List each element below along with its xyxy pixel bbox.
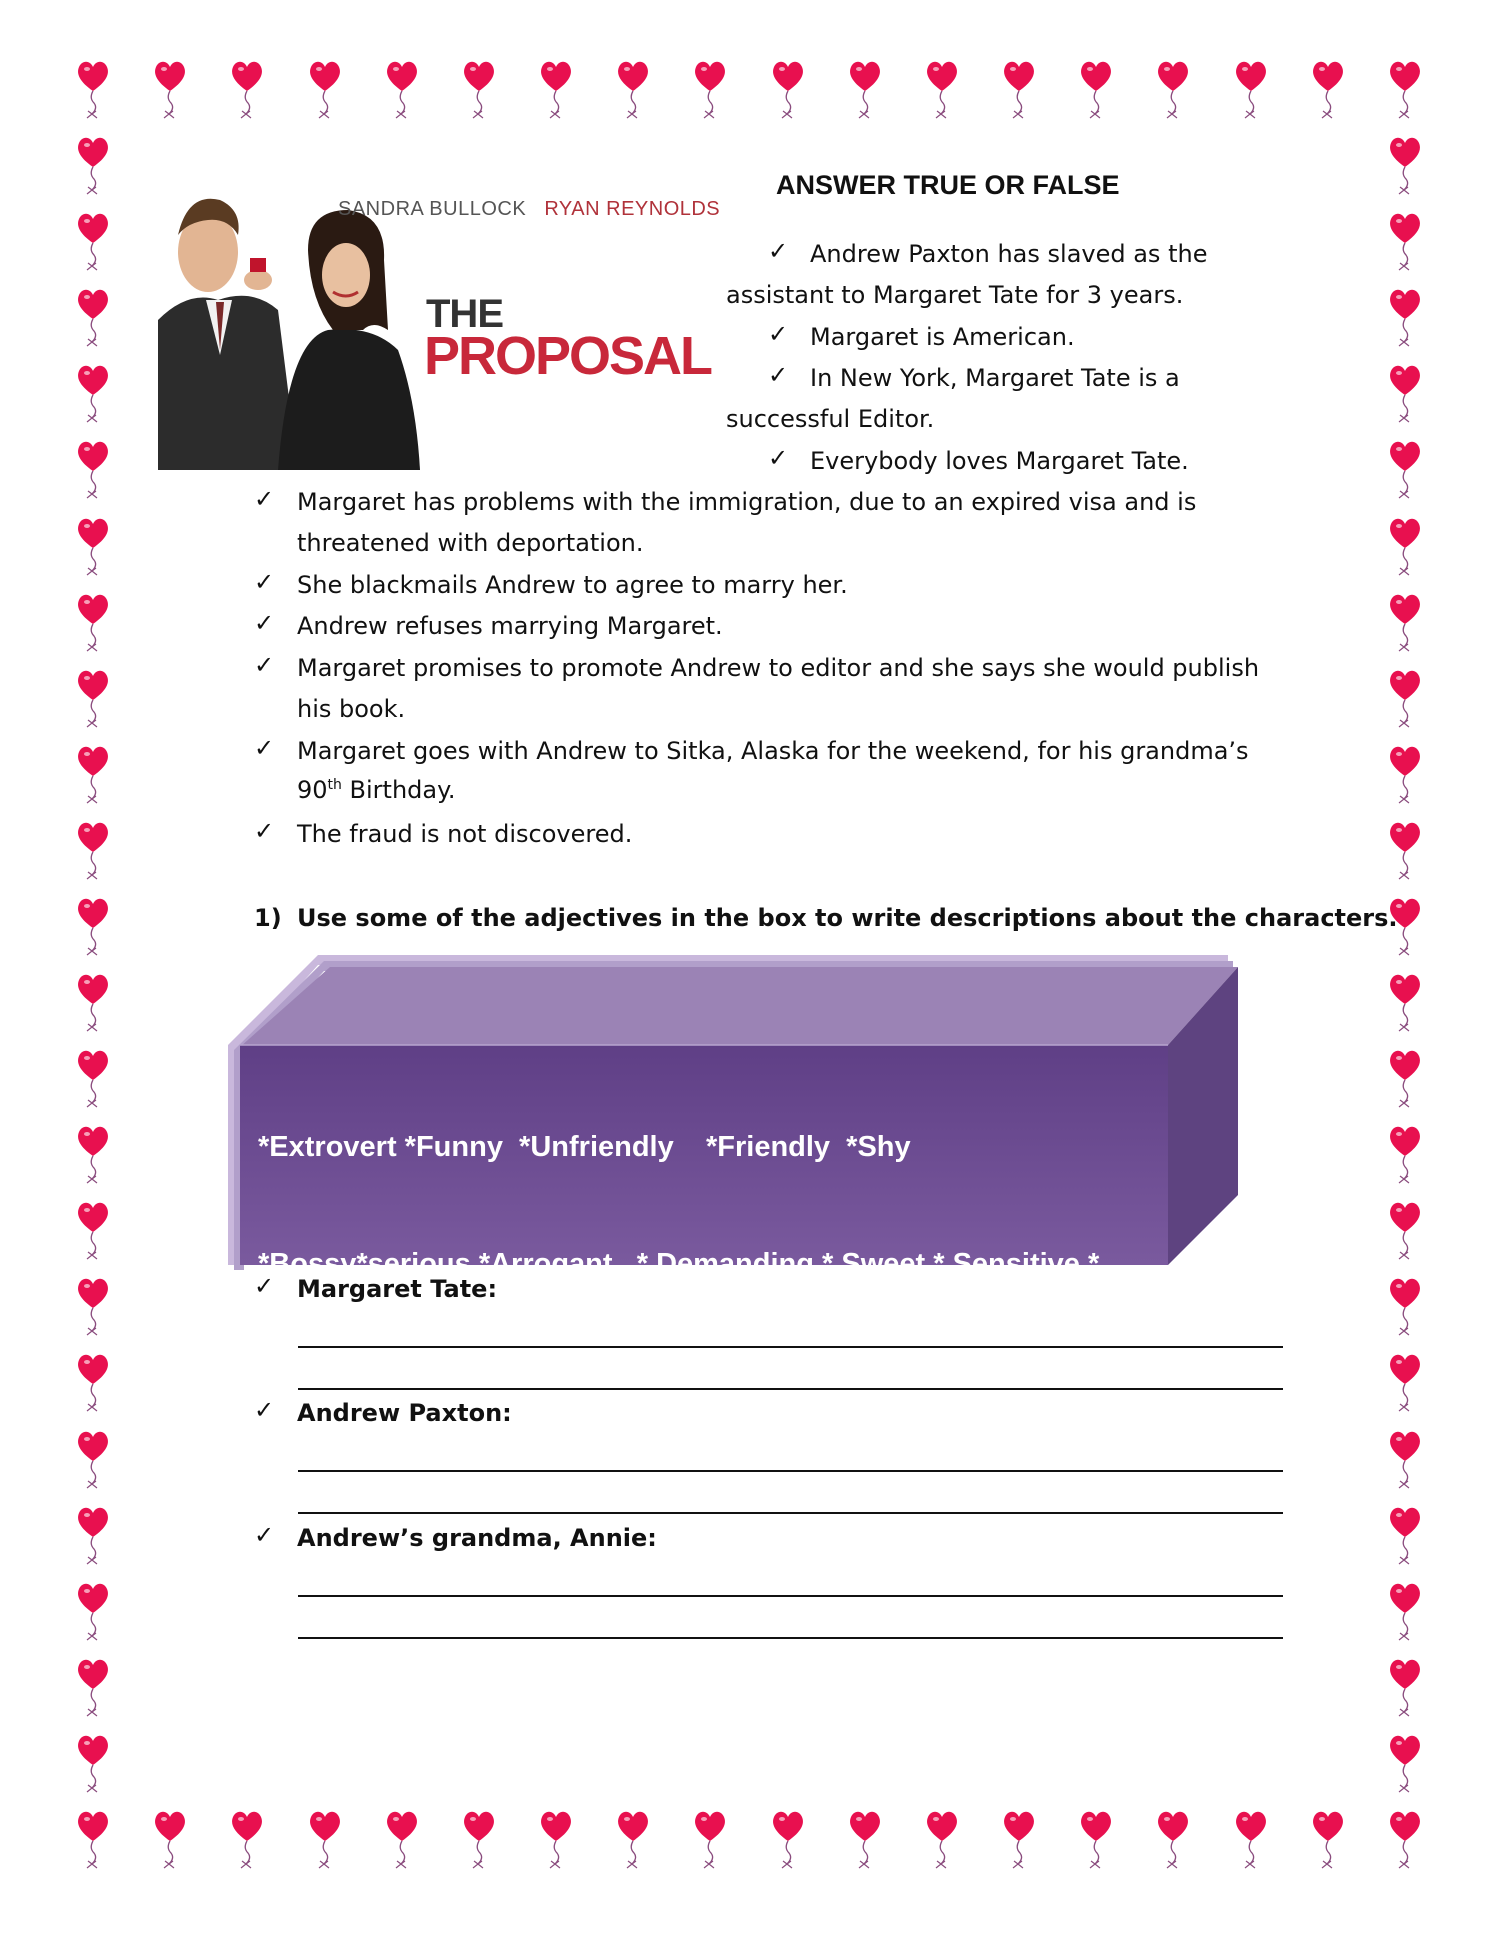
heart-balloon-icon (1234, 1808, 1268, 1872)
check-icon: ✓ (768, 361, 789, 389)
poster-title-the: THE (426, 292, 503, 336)
heart-balloon-icon (76, 971, 110, 1035)
heart-balloon-icon (1388, 1808, 1422, 1872)
heart-balloon-icon (1388, 1275, 1422, 1339)
heart-balloon-icon (1388, 210, 1422, 274)
answer-line[interactable] (298, 1512, 1283, 1514)
heart-balloon-icon (385, 1808, 419, 1872)
tf-item-10: The fraud is not discovered. (297, 820, 633, 848)
heart-balloon-icon (1388, 971, 1422, 1035)
heart-balloon-icon (385, 58, 419, 122)
heart-balloon-icon (76, 362, 110, 426)
check-icon: ✓ (254, 651, 275, 679)
heart-balloon-icon (848, 58, 882, 122)
character-andrew: Andrew Paxton: (297, 1399, 512, 1427)
heart-balloon-icon (76, 667, 110, 731)
heart-balloon-icon (1388, 134, 1422, 198)
heart-balloon-icon (1388, 819, 1422, 883)
heart-balloon-icon (693, 1808, 727, 1872)
heart-balloon-icon (76, 1504, 110, 1568)
ordinal-suffix: th (327, 777, 342, 793)
heart-balloon-icon (76, 58, 110, 122)
check-icon: ✓ (768, 320, 789, 348)
adjective-line: *Extrovert *Funny *Unfriendly *Friendly *Shy (258, 1131, 911, 1163)
heart-balloon-icon (616, 58, 650, 122)
heart-balloon-icon (1388, 362, 1422, 426)
heart-balloon-icon (76, 1732, 110, 1796)
heart-balloon-icon (539, 58, 573, 122)
true-false-heading: ANSWER TRUE OR FALSE (776, 170, 1120, 200)
poster-credits (338, 198, 720, 221)
heart-balloon-icon (1388, 667, 1422, 731)
tf-item-5-line-1: Margaret has problems with the immigration, due to an expired visa and is (297, 488, 1197, 516)
actor1: SANDRA BULLOCK (338, 198, 527, 220)
heart-balloon-icon (1388, 1047, 1422, 1111)
birthday-text: Birthday. (341, 776, 456, 804)
heart-balloon-icon (771, 58, 805, 122)
tf-item-8-line-2: his book. (297, 695, 406, 723)
heart-balloon-icon (1388, 1428, 1422, 1492)
tf-item-1-line-2: assistant to Margaret Tate for 3 years. (726, 281, 1184, 309)
heart-balloon-icon (1156, 1808, 1190, 1872)
check-icon: ✓ (254, 1272, 275, 1300)
check-icon: ✓ (254, 609, 275, 637)
poster-title-main: PROPOSAL (424, 326, 712, 386)
heart-balloon-icon (1388, 286, 1422, 350)
movie-poster (158, 180, 721, 470)
tf-item-3-line-2: successful Editor. (726, 405, 935, 433)
heart-balloon-icon (1388, 1732, 1422, 1796)
tf-item-5-line-2: threatened with deportation. (297, 529, 644, 557)
ordinal-number: 90 (297, 776, 328, 804)
tf-item-8-line-1: Margaret promises to promote Andrew to editor and she says she would publish (297, 654, 1260, 682)
character-annie: Andrew’s grandma, Annie: (297, 1524, 657, 1552)
heart-balloon-icon (1388, 591, 1422, 655)
heart-balloon-icon (308, 1808, 342, 1872)
heart-balloon-icon (76, 438, 110, 502)
heart-balloon-icon (1388, 743, 1422, 807)
heart-balloon-icon (1388, 1580, 1422, 1644)
heart-balloon-icon (76, 1275, 110, 1339)
heart-balloon-icon (1234, 58, 1268, 122)
tf-item-9-line-2 (297, 776, 456, 804)
heart-balloon-icon (76, 591, 110, 655)
heart-balloon-icon (539, 1808, 573, 1872)
tf-item-4: Everybody loves Margaret Tate. (810, 447, 1189, 475)
check-icon: ✓ (254, 734, 275, 762)
heart-balloon-icon (1388, 515, 1422, 579)
heart-balloon-icon (76, 1047, 110, 1111)
check-icon: ✓ (254, 817, 275, 845)
heart-balloon-icon (1002, 58, 1036, 122)
adjective-line: Talented * Thin * Hardworking *hypocrite * Grateful (258, 1599, 957, 1631)
heart-balloon-icon (76, 1428, 110, 1492)
answer-line[interactable] (298, 1388, 1283, 1390)
heart-balloon-icon (1002, 1808, 1036, 1872)
heart-balloon-icon (308, 58, 342, 122)
check-icon: ✓ (768, 237, 789, 265)
actor2: RYAN REYNOLDS (544, 198, 721, 220)
heart-balloon-icon (76, 819, 110, 883)
heart-balloon-icon (848, 1808, 882, 1872)
heart-balloon-icon (76, 1580, 110, 1644)
tf-item-6: She blackmails Andrew to agree to marry her. (297, 571, 848, 599)
heart-balloon-icon (76, 1808, 110, 1872)
adjective-line: *Bossy*serious *Arrogant * Demanding * Sweet * Sensitive * (258, 1248, 1100, 1280)
heart-balloon-icon (76, 1351, 110, 1415)
answer-line[interactable] (298, 1595, 1283, 1597)
tf-item-2: Margaret is American. (810, 323, 1075, 351)
heart-balloon-icon (925, 1808, 959, 1872)
heart-balloon-icon (462, 58, 496, 122)
heart-balloon-icon (771, 1808, 805, 1872)
heart-balloon-icon (1388, 438, 1422, 502)
heart-balloon-icon (76, 286, 110, 350)
exercise-number: 1) (254, 904, 282, 932)
heart-balloon-icon (1079, 1808, 1113, 1872)
tf-item-7: Andrew refuses marrying Margaret. (297, 612, 723, 640)
heart-balloon-icon (76, 210, 110, 274)
check-icon: ✓ (768, 444, 789, 472)
heart-balloon-icon (76, 743, 110, 807)
exercise-instruction: Use some of the adjectives in the box to write descriptions about the characters. (297, 904, 1398, 932)
check-icon: ✓ (254, 1396, 275, 1424)
heart-balloon-icon (616, 1808, 650, 1872)
adjective-line: Boring * Quiet*Talkative * Handsome *Heavy*Short* Good- (258, 1365, 1059, 1397)
heart-balloon-icon (1388, 58, 1422, 122)
tf-item-1-line-1: Andrew Paxton has slaved as the (810, 240, 1208, 268)
heart-balloon-icon (230, 1808, 264, 1872)
adjective-list (258, 1050, 1138, 1674)
check-icon: ✓ (254, 568, 275, 596)
heart-balloon-icon (1156, 58, 1190, 122)
tf-item-3-line-1: In New York, Margaret Tate is a (810, 364, 1180, 392)
heart-balloon-icon (76, 1123, 110, 1187)
heart-balloon-icon (76, 1199, 110, 1263)
heart-balloon-icon (1079, 58, 1113, 122)
heart-balloon-icon (153, 1808, 187, 1872)
heart-balloon-icon (925, 58, 959, 122)
adjective-line: looking*Pretty* Egotistical *Insecure *Secure *Sarcastic * (258, 1482, 1060, 1514)
answer-line[interactable] (298, 1470, 1283, 1472)
check-icon: ✓ (254, 485, 275, 513)
character-margaret: Margaret Tate: (297, 1275, 498, 1303)
heart-balloon-icon (1388, 1656, 1422, 1720)
heart-balloon-icon (1388, 1351, 1422, 1415)
heart-balloon-icon (1388, 1123, 1422, 1187)
answer-line[interactable] (298, 1637, 1283, 1639)
heart-balloon-icon (230, 58, 264, 122)
heart-balloon-icon (1388, 1199, 1422, 1263)
tf-item-9-line-1: Margaret goes with Andrew to Sitka, Alaska for the weekend, for his grandma’s (297, 737, 1249, 765)
heart-balloon-icon (76, 1656, 110, 1720)
heart-balloon-icon (462, 1808, 496, 1872)
heart-balloon-icon (76, 134, 110, 198)
check-icon: ✓ (254, 1521, 275, 1549)
heart-balloon-icon (76, 895, 110, 959)
heart-balloon-icon (1311, 58, 1345, 122)
heart-balloon-icon (1311, 1808, 1345, 1872)
heart-balloon-icon (76, 515, 110, 579)
answer-line[interactable] (298, 1346, 1283, 1348)
heart-balloon-icon (1388, 1504, 1422, 1568)
heart-balloon-icon (153, 58, 187, 122)
heart-balloon-icon (693, 58, 727, 122)
